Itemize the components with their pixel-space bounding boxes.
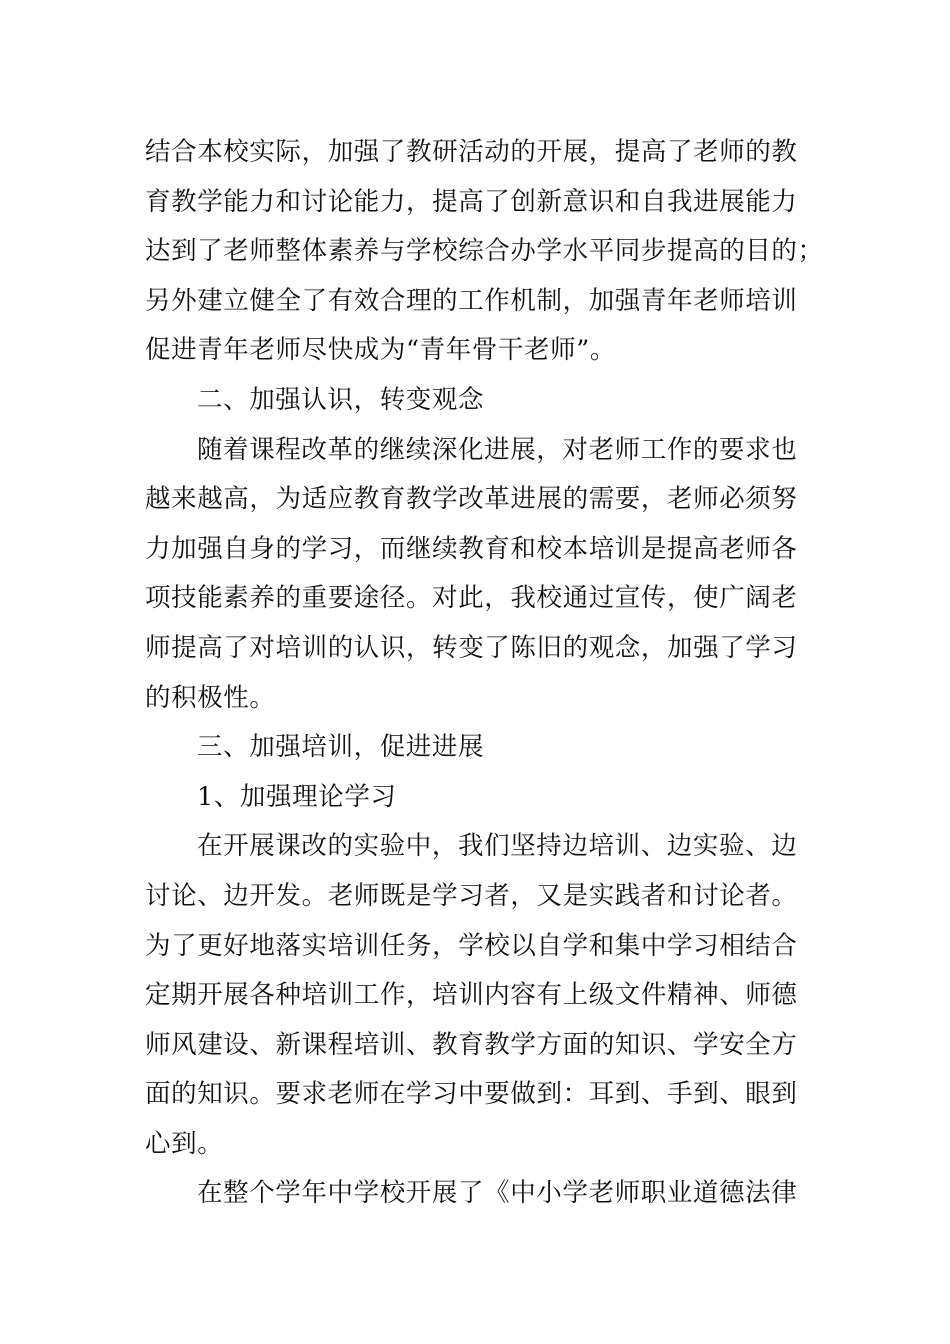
text-line: 为了更好地落实培训任务，学校以自学和集中学习相结合	[145, 930, 798, 961]
text-line: 项技能素养的重要途径。对此，我校通过宣传，使广阔老	[145, 583, 798, 614]
text-line: 定期开展各种培训工作，培训内容有上级文件精神、师德	[145, 980, 798, 1011]
section-heading: 二、加强认识，转变观念	[197, 384, 485, 415]
text-line: 达到了老师整体素养与学校综合办学水平同步提高的目的；	[145, 236, 824, 267]
text-line: 越来越高，为适应教育教学改革进展的需要，老师必须努	[145, 484, 798, 515]
text-line: 讨论、边开发。老师既是学习者，又是实践者和讨论者。	[145, 880, 798, 911]
text-line: 在开展课改的实验中，我们坚持边培训、边实验、边	[197, 831, 798, 862]
text-line: 育教学能力和讨论能力，提高了创新意识和自我进展能力	[145, 186, 798, 217]
text-line: 的积极性。	[145, 682, 276, 713]
text-line: 面的知识。要求老师在学习中要做到：耳到、手到、眼到	[145, 1079, 798, 1110]
text-line: 心到。	[145, 1128, 224, 1159]
section-heading: 三、加强培训，促进进展	[197, 732, 485, 763]
text-line: 师风建设、新课程培训、教育教学方面的知识、学安全方	[145, 1029, 798, 1060]
text-line: 师提高了对培训的认识，转变了陈旧的观念，加强了学习	[145, 632, 798, 663]
document-body	[145, 128, 824, 1219]
text-line: 另外建立健全了有效合理的工作机制，加强青年老师培训	[145, 285, 798, 316]
subsection-heading: 1、加强理论学习	[197, 781, 397, 812]
text-line: 力加强自身的学习，而继续教育和校本培训是提高老师各	[145, 533, 798, 564]
text-line: 促进青年老师尽快成为“青年骨干老师”。	[145, 335, 616, 366]
text-line: 在整个学年中学校开展了《中小学老师职业道德法律	[197, 1178, 798, 1209]
text-line: 随着课程改革的继续深化进展，对老师工作的要求也	[197, 434, 798, 465]
text-line: 结合本校实际，加强了教研活动的开展，提高了老师的教	[145, 137, 798, 167]
